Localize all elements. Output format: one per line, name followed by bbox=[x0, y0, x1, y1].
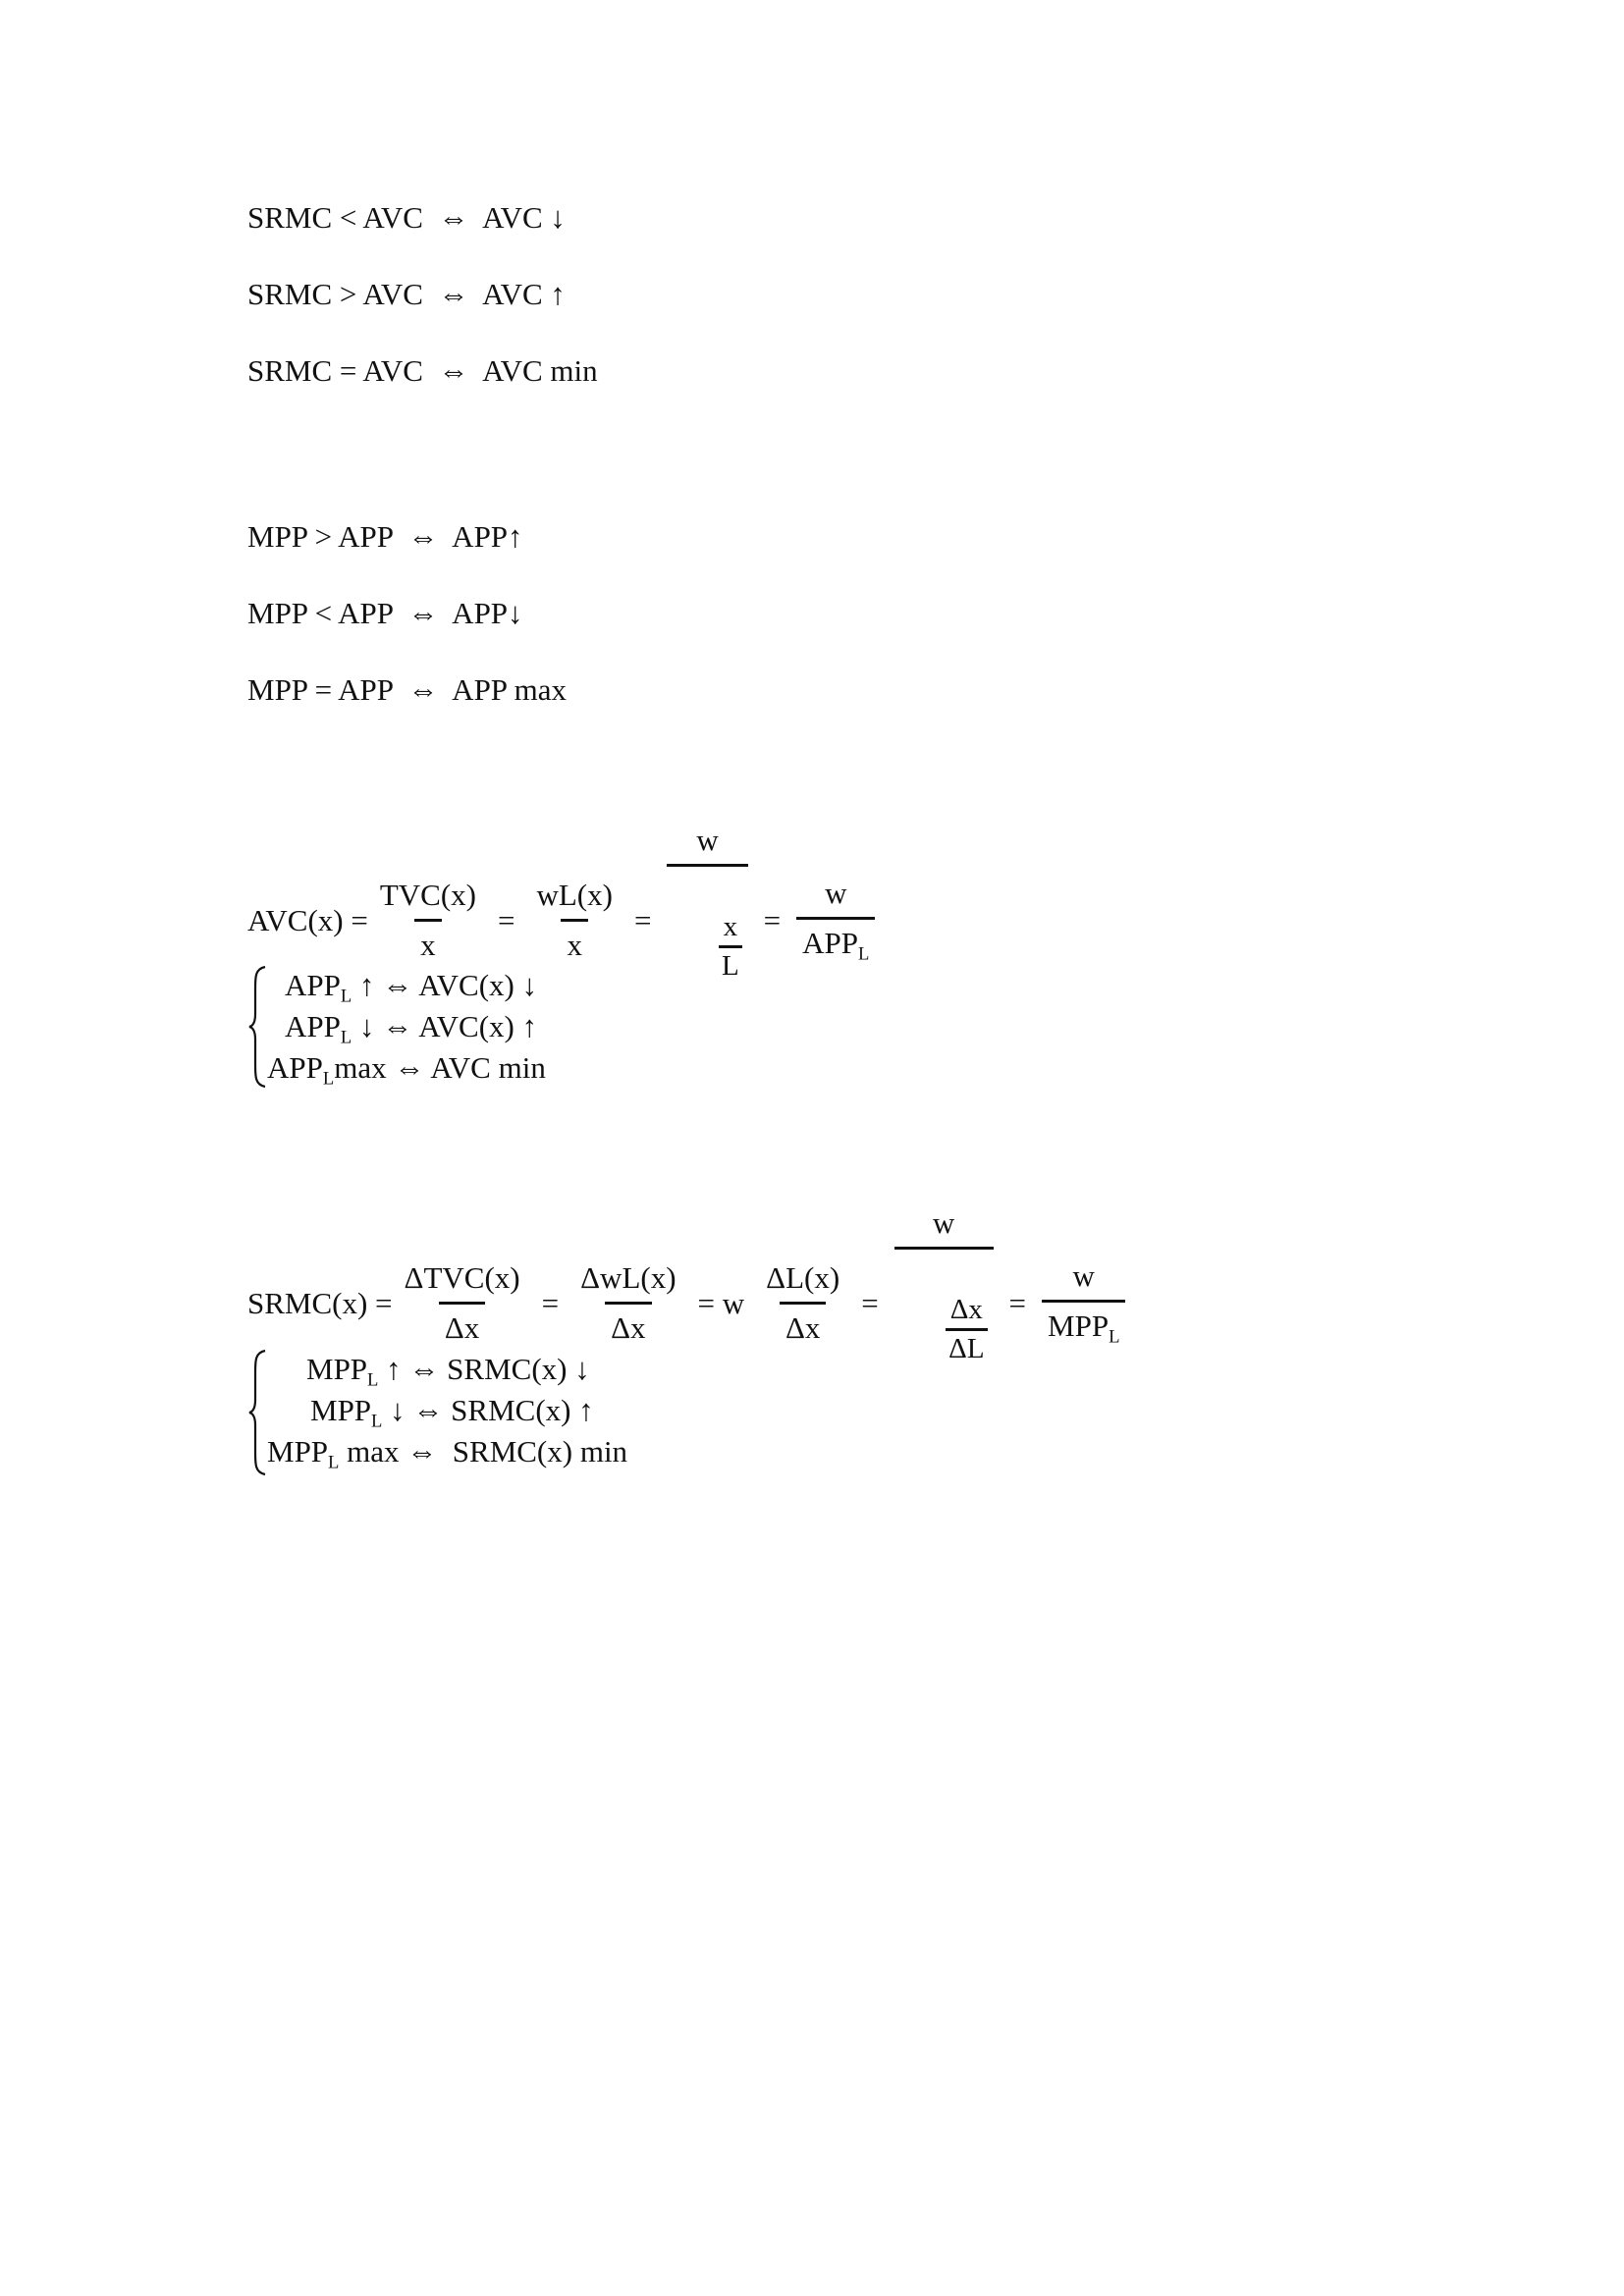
equals-w-sign: = w bbox=[697, 1285, 745, 1320]
mpp-greater-app-line: MPP > APP ⇔ APP↑ bbox=[247, 519, 523, 554]
equals-sign: = bbox=[763, 902, 782, 937]
mpp-text: MPP bbox=[1048, 1308, 1110, 1343]
fraction-numerator: w bbox=[696, 823, 719, 857]
avc-fraction-wl bbox=[530, 878, 618, 963]
srmc-fraction-w-over-dx-over-dl bbox=[894, 1205, 994, 1401]
equals-sign: = bbox=[498, 902, 515, 937]
fraction-numerator: ΔwL(x) bbox=[580, 1260, 677, 1295]
subscript: L bbox=[340, 1027, 352, 1048]
fraction-numerator: w bbox=[1072, 1257, 1095, 1293]
avc-lhs: AVC(x) = bbox=[247, 902, 368, 937]
srmc-fraction-dwl bbox=[574, 1260, 681, 1346]
row-relation: max ⇔ SRMC(x) min bbox=[339, 1434, 628, 1468]
subscript: L bbox=[367, 1369, 379, 1391]
fraction-denominator: ΔL bbox=[946, 1328, 987, 1365]
fraction-numerator: TVC(x) bbox=[379, 878, 476, 912]
fraction-denominator bbox=[894, 1247, 994, 1401]
srmc-fraction-w-over-mpp bbox=[1042, 1258, 1125, 1349]
system-row bbox=[267, 1006, 546, 1047]
fraction-denominator bbox=[796, 917, 875, 966]
nested-fraction bbox=[719, 911, 742, 983]
fraction-numerator: Δx bbox=[949, 1294, 983, 1325]
row-term: APP bbox=[285, 968, 341, 1002]
system-row bbox=[267, 1047, 546, 1089]
fraction-denominator bbox=[1042, 1300, 1125, 1349]
mpp-equal-app-line: MPP = APP ⇔ APP max bbox=[247, 672, 568, 707]
srmc-fraction-dtvc bbox=[399, 1260, 526, 1346]
system-row bbox=[267, 1390, 627, 1431]
app-text: APP bbox=[802, 925, 859, 960]
fraction-denominator: x bbox=[561, 919, 588, 963]
avc-fraction-w-over-app bbox=[796, 876, 875, 966]
fraction-numerator: w bbox=[932, 1205, 955, 1240]
app-avc-system bbox=[247, 965, 546, 1089]
row-term: MPP bbox=[306, 1352, 368, 1386]
fraction-numerator: w bbox=[825, 875, 847, 910]
subscript: L bbox=[340, 986, 352, 1007]
row-term: APP bbox=[285, 1009, 341, 1043]
row-relation: ↑ ⇔ SRMC(x) ↓ bbox=[378, 1352, 590, 1386]
srmc-greater-avc-line: SRMC > AVC ⇔ AVC ↑ bbox=[247, 277, 566, 311]
row-term: APP bbox=[267, 1050, 323, 1085]
equals-sign: = bbox=[541, 1285, 560, 1320]
row-relation: ↓ ⇔ SRMC(x) ↑ bbox=[382, 1393, 594, 1427]
fraction-denominator: L bbox=[719, 945, 742, 983]
subscript: L bbox=[328, 1452, 340, 1473]
row-relation: ↓ ⇔ AVC(x) ↑ bbox=[352, 1009, 538, 1043]
row-term: MPP bbox=[310, 1393, 372, 1427]
subscript: L bbox=[322, 1068, 335, 1090]
left-brace-icon bbox=[247, 965, 269, 1089]
srmc-equal-avc-line: SRMC = AVC ⇔ AVC min bbox=[247, 353, 598, 388]
fraction-numerator: ΔL(x) bbox=[766, 1260, 840, 1295]
avc-fraction-w-over-x-over-l bbox=[667, 823, 747, 1018]
fraction-denominator: x bbox=[414, 919, 442, 963]
srmc-fraction-dl bbox=[760, 1260, 845, 1346]
system-row bbox=[267, 965, 546, 1006]
fraction-denominator bbox=[667, 864, 747, 1018]
mpp-less-app-line: MPP < APP ⇔ APP↓ bbox=[247, 596, 523, 630]
equals-sign: = bbox=[861, 1285, 879, 1320]
fraction-denominator: Δx bbox=[439, 1302, 485, 1346]
subscript: L bbox=[858, 943, 870, 965]
left-brace-icon bbox=[247, 1349, 269, 1476]
fraction-denominator: Δx bbox=[780, 1302, 826, 1346]
system-row bbox=[267, 1431, 627, 1472]
srmc-less-avc-line: SRMC < AVC ⇔ AVC ↓ bbox=[247, 200, 566, 235]
subscript: L bbox=[371, 1411, 383, 1432]
equals-sign: = bbox=[1008, 1285, 1027, 1320]
mpp-srmc-system bbox=[247, 1349, 627, 1472]
avc-fraction-tvc bbox=[374, 878, 482, 963]
system-row bbox=[267, 1349, 627, 1390]
fraction-numerator: ΔTVC(x) bbox=[404, 1260, 520, 1295]
fraction-denominator: Δx bbox=[605, 1302, 651, 1346]
subscript: L bbox=[1109, 1326, 1120, 1348]
equals-sign: = bbox=[633, 902, 652, 937]
fraction-numerator: wL(x) bbox=[536, 878, 613, 912]
row-term: MPP bbox=[267, 1434, 329, 1468]
srmc-lhs: SRMC(x) = bbox=[247, 1285, 393, 1320]
row-relation: max ⇔ AVC min bbox=[334, 1050, 546, 1085]
row-relation: ↑ ⇔ AVC(x) ↓ bbox=[352, 968, 538, 1002]
fraction-numerator: x bbox=[723, 911, 738, 942]
nested-fraction bbox=[946, 1294, 987, 1365]
